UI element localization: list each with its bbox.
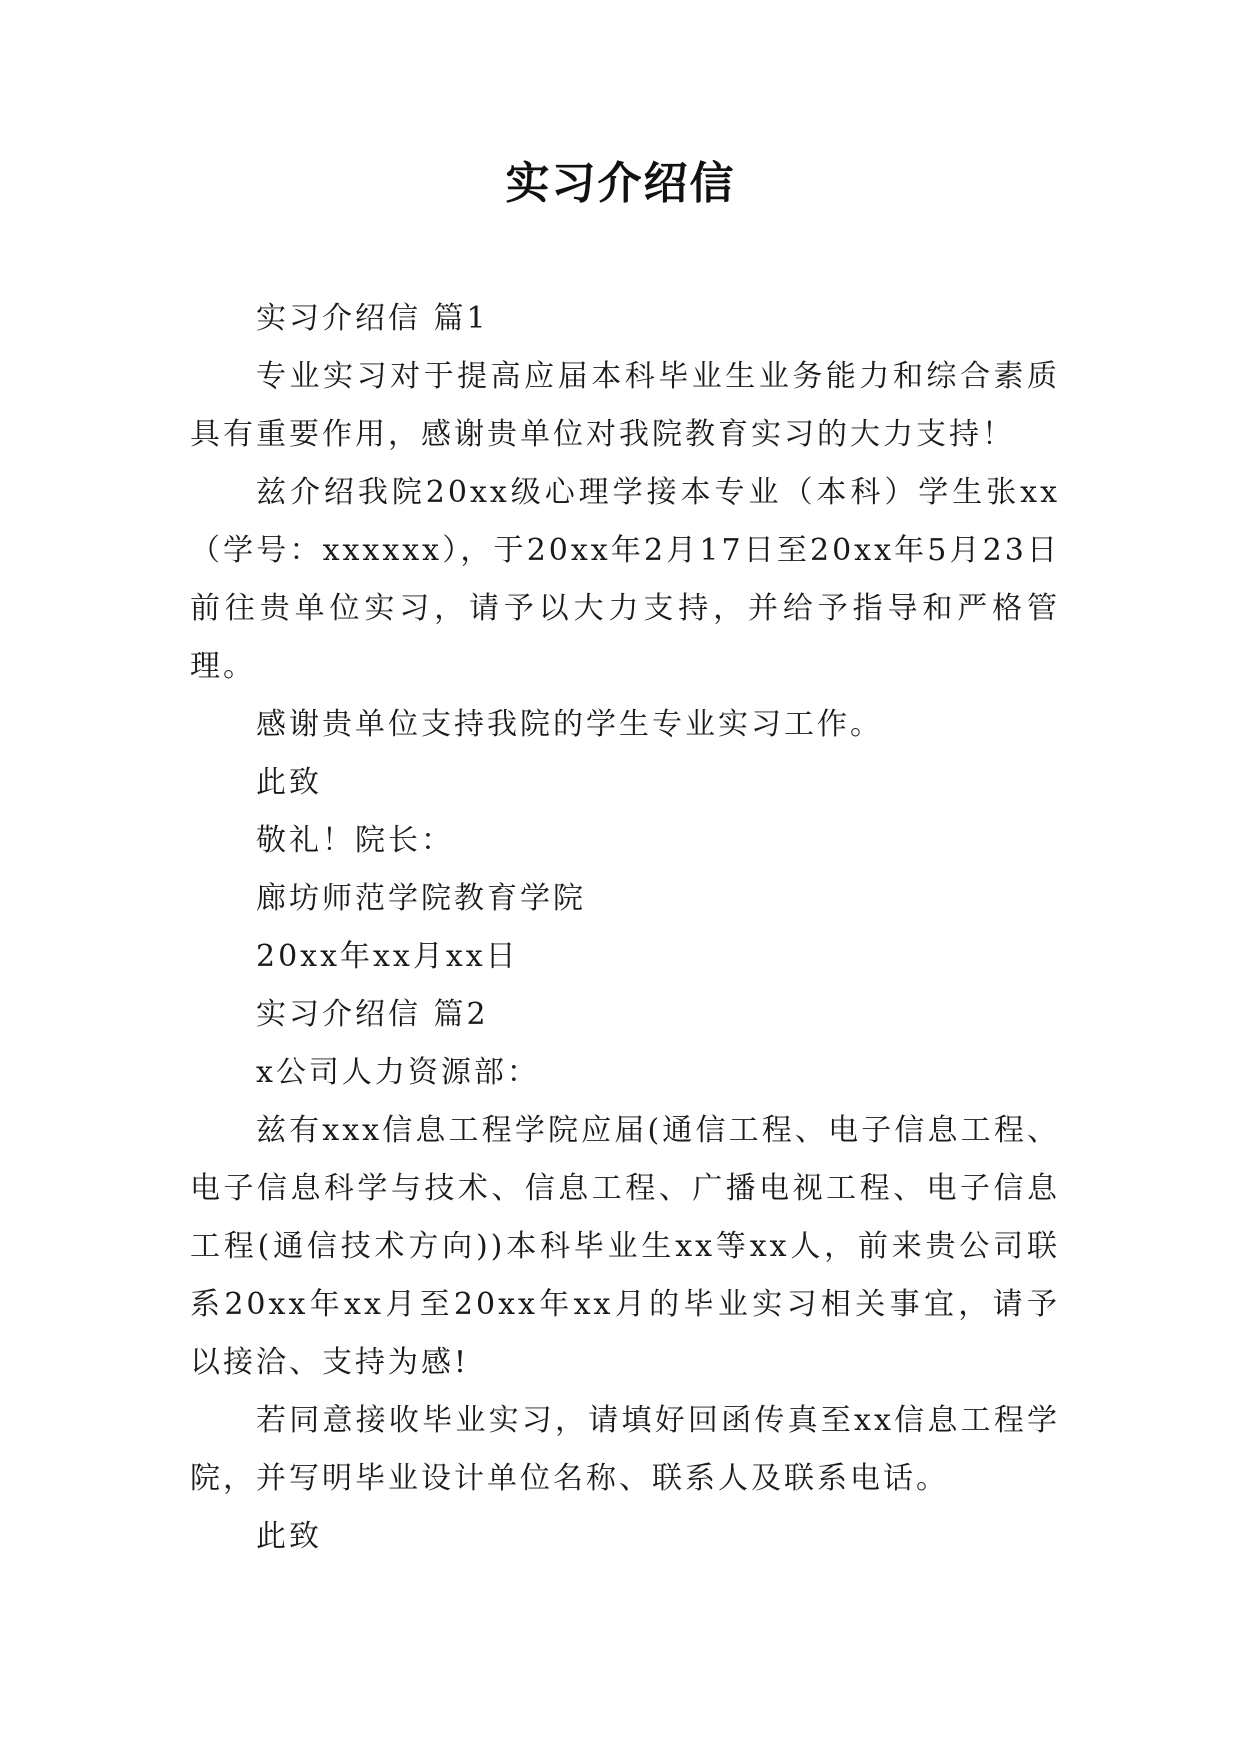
closing-salutation: 此致 (256, 765, 322, 800)
signature-institution: 廊坊师范学院教育学院 (256, 881, 586, 916)
document-body (190, 290, 1060, 1566)
closing-regards: 敬礼！院长： (256, 823, 454, 858)
signature-date: 20xx年xx月xx日 (256, 939, 519, 974)
paragraph-reply-request: 若同意接收毕业实习，请填好回函传真至xx信息工程学院，并写明毕业设计单位名称、联系人及联系电话。 (190, 1403, 1060, 1496)
section-heading-2: 实习介绍信 篇2 (256, 997, 489, 1032)
paragraph-intro: 专业实习对于提高应届本科毕业生业务能力和综合素质具有重要作用，感谢贵单位对我院教育实习的大力支持！ (190, 359, 1060, 452)
paragraph-thanks: 感谢贵单位支持我院的学生专业实习工作。 (256, 707, 883, 742)
closing-salutation-2: 此致 (256, 1519, 322, 1554)
section-heading-1: 实习介绍信 篇1 (256, 301, 489, 336)
paragraph-graduates-introduction: 兹有xxx信息工程学院应届(通信工程、电子信息工程、电子信息科学与技术、信息工程、广播电视工程、电子信息工程(通信技术方向))本科毕业生xx等xx人，前来贵公司联系20xx年xx月至20xx年xx月的毕业实习相关事宜，请予以接洽、支持为感! (190, 1113, 1060, 1380)
recipient-line: x公司人力资源部： (256, 1055, 540, 1090)
paragraph-student-introduction: 兹介绍我院20xx级心理学接本专业（本科）学生张xx（学号：xxxxxx），于20xx年2月17日至20xx年5月23日前往贵单位实习，请予以大力支持，并给予指导和严格管理。 (190, 475, 1060, 684)
document-title: 实习介绍信 (505, 158, 736, 209)
